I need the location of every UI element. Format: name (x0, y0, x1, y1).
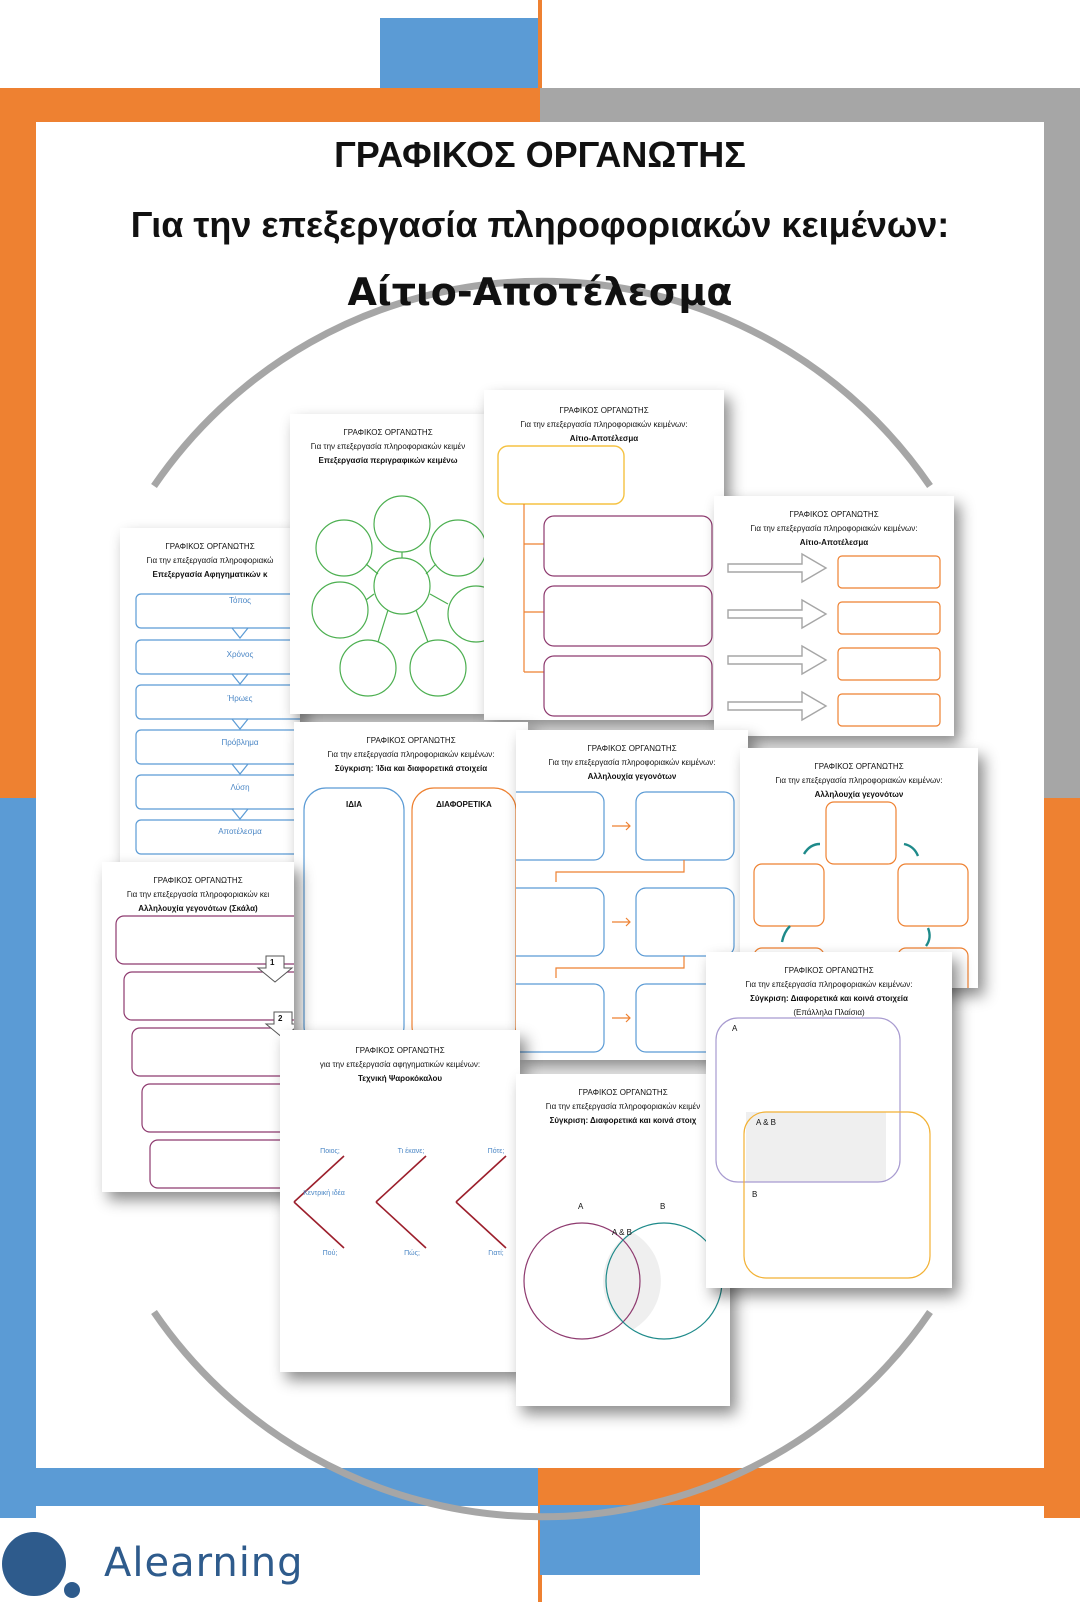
card-overlap-frames (706, 952, 952, 1288)
card-cause-effect-vertical (484, 390, 724, 720)
frame-a-label: Α (732, 1024, 738, 1033)
card-subtitle: Για την επεξεργασία πληροφοριακών κειμένων: (750, 524, 918, 533)
card-topic: Αλληλουχία γεγονότων (587, 772, 677, 781)
fishbone-why-label: Γιατί; (488, 1250, 504, 1257)
step-label: Λύση (230, 783, 250, 792)
frame-b-label: Β (752, 1190, 758, 1199)
step-label: Τόπος (228, 596, 252, 605)
card-topic: Επεξεργασία Αφηγηματικών κ (152, 570, 268, 579)
card-cause-effect-arrows (714, 496, 954, 736)
fishbone-who-label: Ποιος; (320, 1148, 340, 1155)
card-title: ΓΡΑΦΙΚΟΣ ΟΡΓΑΝΩΤΗΣ (366, 736, 456, 745)
column-different-label: ΔΙΑΦΟΡΕΤΙΚΑ (436, 800, 492, 809)
card-topic: Σύγκριση: Ίδια και διαφορετικά στοιχεία (334, 764, 488, 773)
cause-effect-diagram (484, 390, 724, 720)
card-narrative (120, 528, 300, 863)
columns-diagram (294, 722, 528, 1030)
card-comparison-columns (294, 722, 528, 1030)
frame-ab-label: Α & Β (756, 1118, 777, 1127)
card-subtitle: Για την επεξεργασία πληροφοριακών κει (126, 890, 270, 899)
card-title: ΓΡΑΦΙΚΟΣ ΟΡΓΑΝΩΤΗΣ (578, 1088, 668, 1097)
card-topic: Επεξεργασία περιγραφικών κειμένω (318, 456, 458, 465)
step-label: Χρόνος (226, 650, 254, 659)
card-subtitle: για την επεξεργασία αφηγηματικών κειμένων: (319, 1060, 481, 1069)
card-topic: Αίτιο-Αποτέλεσμα (569, 434, 639, 443)
card-title: ΓΡΑΦΙΚΟΣ ΟΡΓΑΝΩΤΗΣ (814, 762, 904, 771)
step-number: 2 (278, 1014, 283, 1023)
card-title: ΓΡΑΦΙΚΟΣ ΟΡΓΑΝΩΤΗΣ (587, 744, 677, 753)
step-number: 1 (270, 958, 275, 967)
overlap-diagram (706, 952, 952, 1288)
card-venn (516, 1074, 730, 1406)
card-subtitle: Για την επεξεργασία πληροφοριακών κειμένων: (327, 750, 495, 759)
card-topic: Σύγκριση: Διαφορετικά και κοινά στοιχ (549, 1116, 697, 1125)
card-title: ΓΡΑΦΙΚΟΣ ΟΡΓΑΝΩΤΗΣ (559, 406, 649, 415)
card-descriptive (290, 414, 486, 714)
card-title: ΓΡΑΦΙΚΟΣ ΟΡΓΑΝΩΤΗΣ (343, 428, 433, 437)
card-subtitle: Για την επεξεργασία πληροφοριακών κειμένων: (548, 758, 716, 767)
card-title: ΓΡΑΦΙΚΟΣ ΟΡΓΑΝΩΤΗΣ (153, 876, 243, 885)
card-topic: Αλληλουχία γεγονότων (814, 790, 904, 799)
card-ladder (102, 862, 294, 1192)
card-title: ΓΡΑΦΙΚΟΣ ΟΡΓΑΝΩΤΗΣ (165, 542, 255, 551)
venn-b-label: Β (660, 1202, 666, 1211)
venn-ab-label: Α & Β (612, 1228, 633, 1237)
brand-name: Alearning (104, 1540, 304, 1586)
fishbone-when-label: Πότε; (487, 1148, 505, 1155)
card-subtitle: Για την επεξεργασία πληροφοριακών κειμέν (545, 1102, 701, 1111)
card-topic-note: (Επάλληλα Πλαίσια) (793, 1008, 865, 1017)
step-label: Πρόβλημα (221, 738, 259, 747)
main-topic: Αίτιο-Αποτέλεσμα (347, 270, 733, 314)
card-topic: Αλληλουχία γεγονότων (Σκάλα) (138, 904, 258, 913)
fishbone-main-label: Κεντρική ιδέα (303, 1190, 345, 1197)
card-title: ΓΡΑΦΙΚΟΣ ΟΡΓΑΝΩΤΗΣ (355, 1046, 445, 1055)
step-label: Αποτέλεσμα (218, 827, 262, 836)
circle-dot-logo-icon (0, 1528, 90, 1602)
main-title: ΓΡΑΦΙΚΟΣ ΟΡΓΑΝΩΤΗΣ (334, 134, 746, 175)
card-fishbone (280, 1030, 520, 1372)
card-topic: Σύγκριση: Διαφορετικά και κοινά στοιχεία (750, 994, 908, 1003)
fishbone-diagram (280, 1030, 520, 1372)
card-title: ΓΡΑΦΙΚΟΣ ΟΡΓΑΝΩΤΗΣ (789, 510, 879, 519)
card-title: ΓΡΑΦΙΚΟΣ ΟΡΓΑΝΩΤΗΣ (784, 966, 874, 975)
card-topic: Αίτιο-Αποτέλεσμα (799, 538, 869, 547)
card-subtitle: Για την επεξεργασία πληροφοριακών κειμένων: (745, 980, 913, 989)
ladder-diagram (102, 862, 294, 1192)
card-subtitle: Για την επεξεργασία πληροφοριακών κειμένων: (775, 776, 943, 785)
venn-diagram (516, 1074, 730, 1406)
column-same-label: ΙΔΙΑ (346, 800, 362, 809)
fishbone-where-label: Πού; (322, 1250, 338, 1257)
fishbone-how-label: Πώς; (404, 1250, 420, 1257)
web-diagram (290, 414, 486, 714)
step-label: Ήρωες (227, 694, 253, 703)
main-subtitle: Για την επεξεργασία πληροφοριακών κειμένων: (130, 204, 950, 245)
card-topic: Τεχνική Ψαροκόκαλου (357, 1074, 443, 1083)
fishbone-what-label: Τι έκανε; (397, 1148, 425, 1155)
card-subtitle: Για την επεξεργασία πληροφοριακών κειμέν (310, 442, 466, 451)
card-subtitle: Για την επεξεργασία πληροφοριακώ (146, 556, 274, 565)
venn-a-label: Α (578, 1202, 584, 1211)
card-subtitle: Για την επεξεργασία πληροφοριακών κειμένων: (520, 420, 688, 429)
arrows-diagram (714, 496, 954, 736)
